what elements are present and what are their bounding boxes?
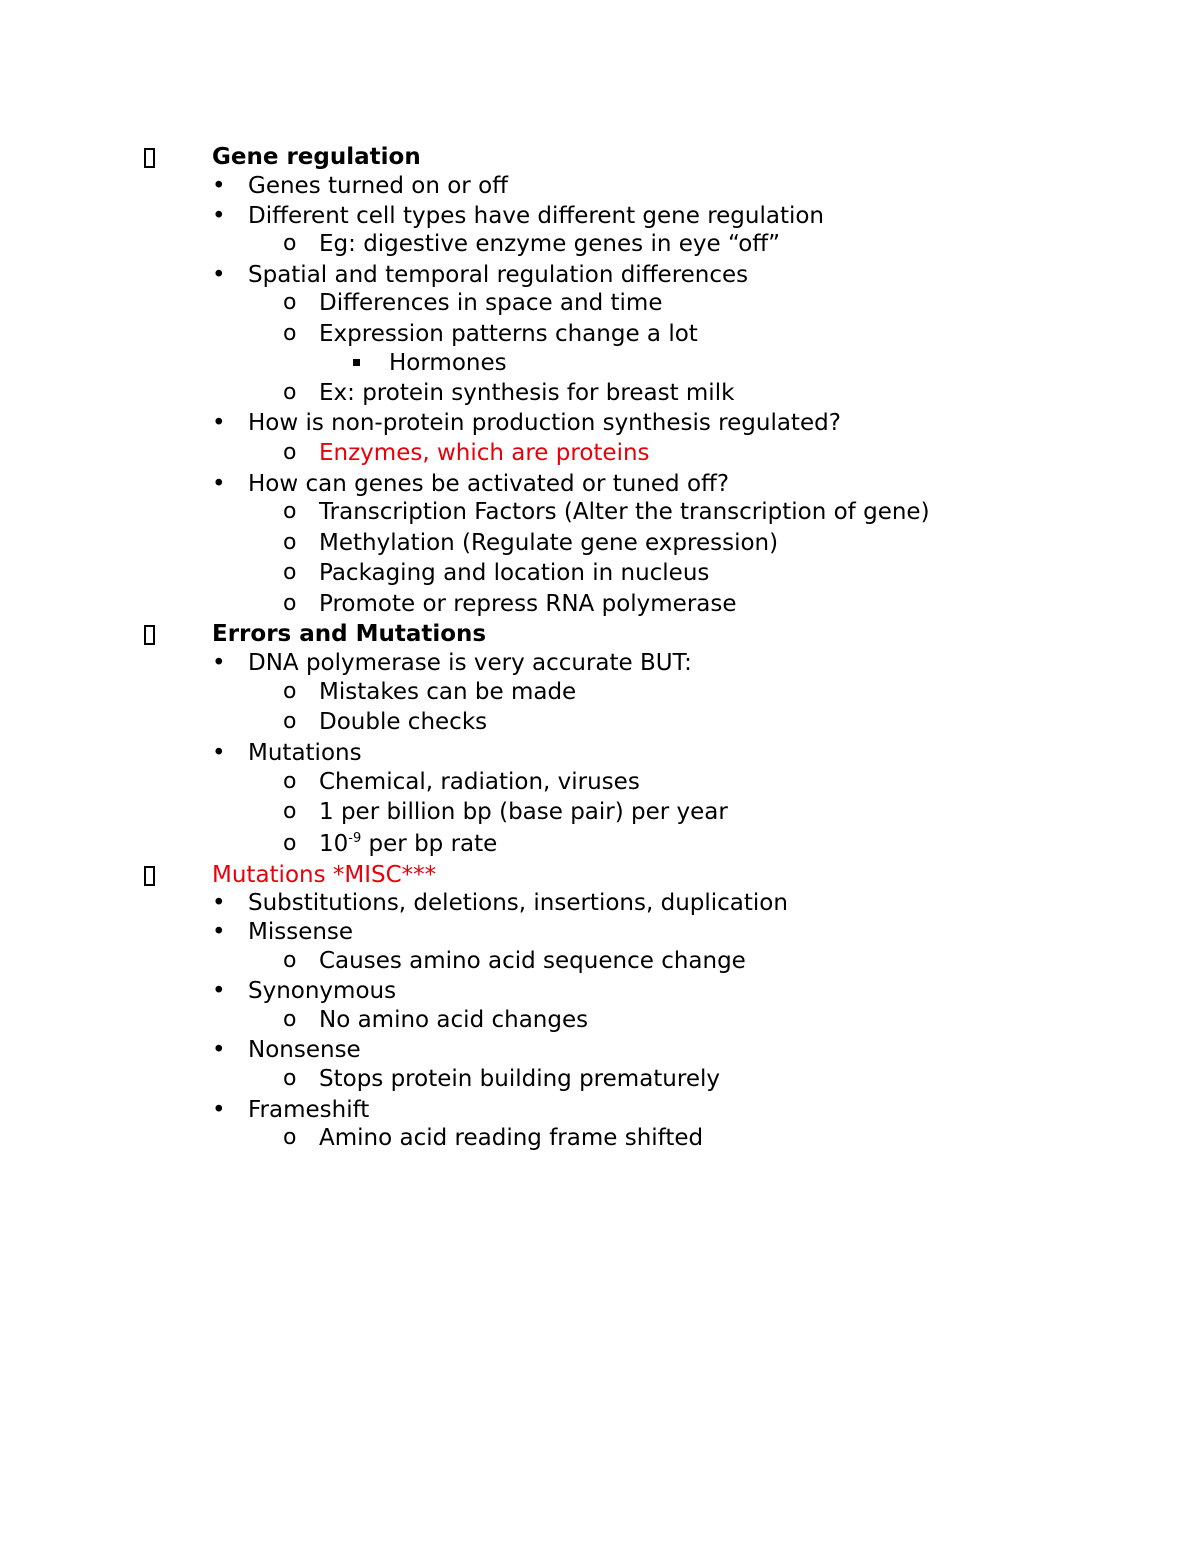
disc-bullet-icon: • — [212, 203, 226, 229]
disc-bullet-icon: • — [212, 1037, 226, 1063]
circle-bullet-icon: o — [283, 321, 297, 346]
disc-bullet-icon: • — [212, 740, 226, 766]
disc-bullet-icon: • — [212, 890, 226, 916]
disc-bullet-icon: • — [212, 262, 226, 288]
heading-text: Gene regulation — [212, 144, 421, 170]
disc-bullet-icon: • — [212, 978, 226, 1004]
circle-bullet-icon: o — [283, 769, 297, 794]
box-bullet-icon — [144, 619, 155, 654]
circle-bullet-icon: o — [283, 831, 297, 856]
circle-bullet-icon: o — [283, 499, 297, 524]
disc-bullet-icon: • — [212, 1097, 226, 1123]
circle-bullet-icon: o — [283, 799, 297, 824]
box-bullet-icon — [144, 142, 155, 177]
heading-text: Mutations *MISC*** — [212, 862, 437, 888]
circle-bullet-icon: o — [283, 591, 297, 616]
circle-bullet-icon: o — [283, 709, 297, 734]
box-bullet-icon — [144, 860, 155, 895]
square-bullet-icon — [353, 348, 360, 378]
disc-bullet-icon: • — [212, 471, 226, 497]
circle-bullet-icon: o — [283, 1007, 297, 1032]
circle-bullet-icon: o — [283, 1125, 297, 1150]
exponent: -9 — [348, 831, 362, 846]
disc-bullet-icon: • — [212, 650, 226, 676]
heading-text: Errors and Mutations — [212, 621, 487, 647]
circle-bullet-icon: o — [283, 290, 297, 315]
circle-bullet-icon: o — [283, 530, 297, 555]
circle-bullet-icon: o — [283, 1066, 297, 1091]
document-page: Gene regulation • Genes turned on or off • Different cell types have different gene regulation o Eg: digestive enzyme genes in eye “off” • Spatial and temporal regulation differences o Differences in space and time o Expression patterns change a lot Hormones o Ex: protein synthesis for breast milk • How is non-protein production synthesis regulated? o Enzymes, which are proteins • How can genes be activated or tuned off? o Transcription Factors (Alter the transcription of gene) o Methylation (Regulate gene expression) o Packaging and location in nucleus o Promote or repress RNA polymerase Errors and Mutations • DNA polymerase is very accurate BUT: o Mistakes can be made o Double checks • Mutations o Chemical, radiation, viruses o 1 per billion bp (base pair) per year o $10^{-9}$ per bp rate Mutations *MISC*** • Substitutions, deletions, insertions, duplication • Missense o Causes amino acid sequence change • Synonymous o No amino acid changes • Nonsense o Stops protein building prematurely • Frameshift o Amino acid reading frame shifted — [0, 0, 1200, 1553]
circle-bullet-icon: o — [283, 560, 297, 585]
circle-bullet-icon: o — [283, 231, 297, 256]
circle-bullet-icon: o — [283, 380, 297, 405]
disc-bullet-icon: • — [212, 919, 226, 945]
circle-bullet-icon: o — [283, 440, 297, 465]
circle-bullet-icon: o — [283, 948, 297, 973]
disc-bullet-icon: • — [212, 410, 226, 436]
circle-bullet-icon: o — [283, 679, 297, 704]
disc-bullet-icon: • — [212, 173, 226, 199]
